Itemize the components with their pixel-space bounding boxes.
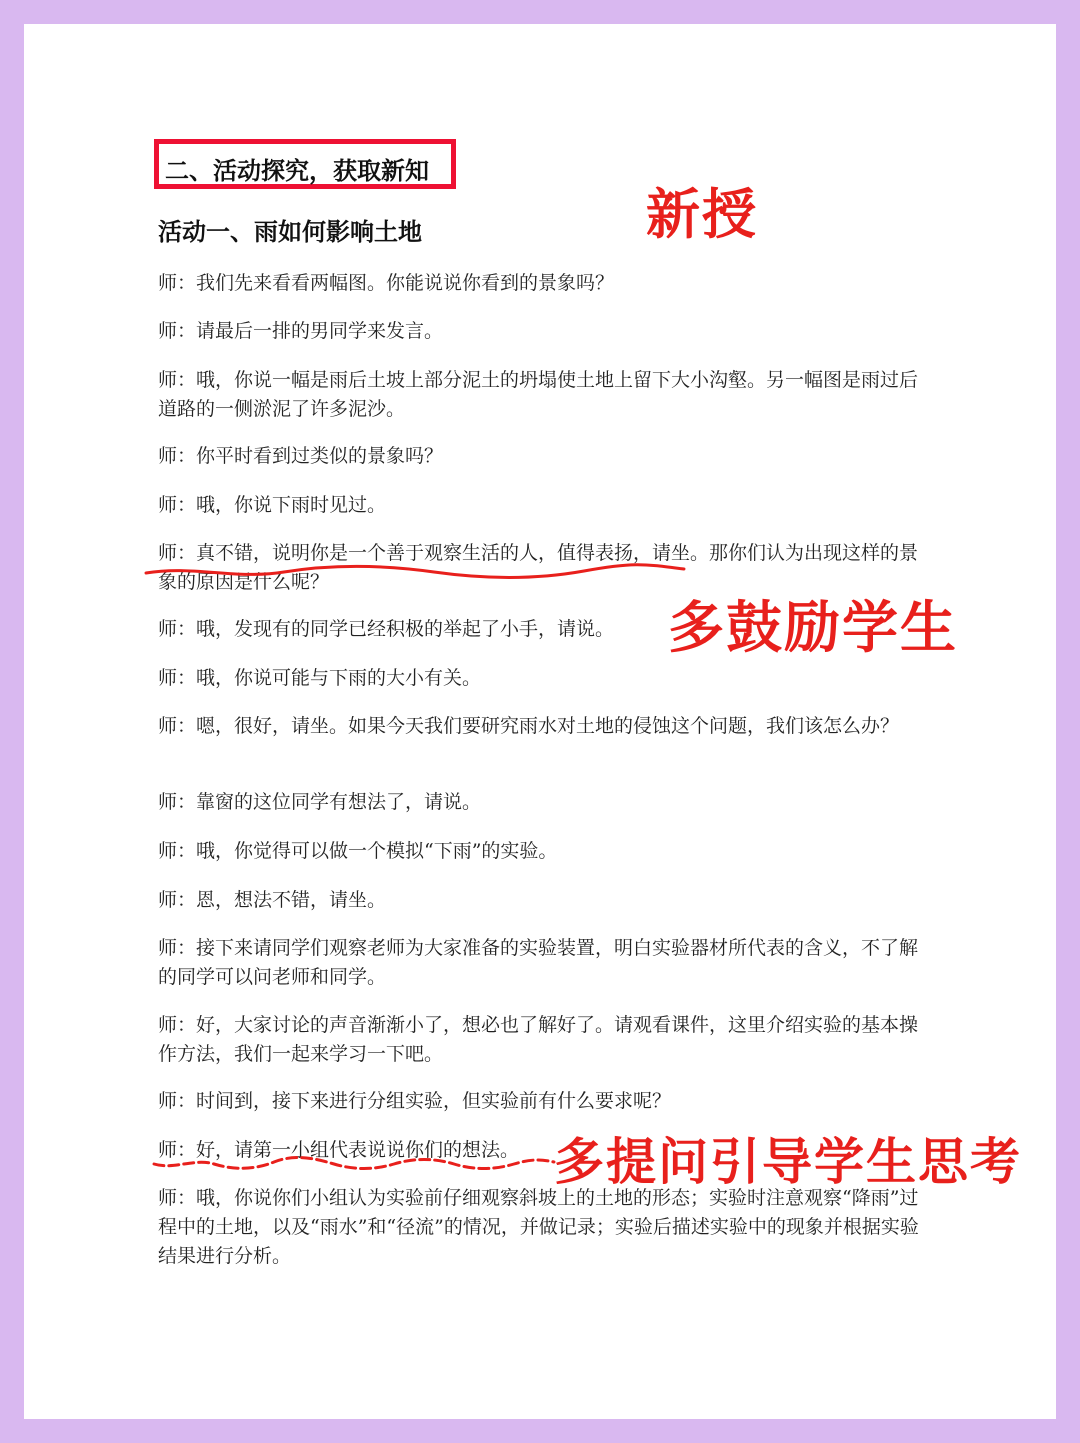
annotation-encourage: 多鼓励学生 (668, 596, 958, 661)
document-page (24, 24, 1056, 1419)
paragraph: 师：哦，你说可能与下雨的大小有关。 (158, 667, 482, 689)
wavy-underline-encourage (146, 565, 684, 578)
paragraph: 师：嗯，很好，请坐。如果今天我们要研究雨水对土地的侵蚀这个问题，我们该怎么办？ (158, 715, 900, 737)
annotation-question: 多提问引导学生思考 (554, 1133, 1022, 1191)
paragraph: 师：好，大家讨论的声音渐渐小了，想必也了解好了。请观看课件，这里介绍实验的基本操作方法，我们一起来学习一下吧。 (158, 1014, 919, 1065)
paragraph: 师：接下来请同学们观察老师为大家准备的实验装置，明白实验器材所代表的含义，不了解的同学可以问老师和同学。 (158, 937, 919, 988)
paragraph: 师：恩，想法不错，请坐。 (158, 889, 387, 911)
paragraph-highlighted: 师：真不错，说明你是一个善于观察生活的人，值得表扬，请坐。那你们认为出现这样的景象的原因是什么呢？ (158, 542, 919, 593)
activity-title: 活动一、雨如何影响土地 (158, 218, 422, 246)
paragraph: 师：哦，你说下雨时见过。 (158, 494, 387, 516)
paragraph: 师：哦，你觉得可以做一个模拟“下雨”的实验。 (158, 840, 558, 862)
paragraph: 师：哦，你说一幅是雨后土坡上部分泥土的坍塌使土地上留下大小沟壑。另一幅图是雨过后道路的一侧淤泥了许多泥沙。 (158, 369, 919, 420)
paragraph: 师：靠窗的这位同学有想法了，请说。 (158, 791, 482, 813)
paragraph: 师：哦，发现有的同学已经积极的举起了小手，请说。 (158, 618, 615, 640)
paragraph: 师：你平时看到过类似的景象吗？ (158, 445, 444, 467)
annotation-new-lesson: 新授 (646, 183, 758, 246)
paragraph: 师：我们先来看看两幅图。你能说说你看到的景象吗？ (158, 272, 615, 294)
handwritten-underlines (24, 24, 1056, 1419)
section-title: 二、活动探究，获取新知 (165, 157, 429, 185)
wavy-underline-question (154, 1158, 554, 1169)
paragraph: 师：请最后一排的男同学来发言。 (158, 320, 444, 342)
paragraph: 师：哦，你说你们小组认为实验前仔细观察斜坡上的土地的形态；实验时注意观察“降雨”过程中的土地，以及“雨水”和“径流”的情况，并做记录；实验后描述实验中的现象并根据实验结果进行分析。 (158, 1187, 919, 1267)
paragraph: 师：时间到，接下来进行分组实验，但实验前有什么要求呢？ (158, 1090, 672, 1112)
paragraph-highlighted: 师：好，请第一小组代表说说你们的想法。 (158, 1139, 520, 1161)
